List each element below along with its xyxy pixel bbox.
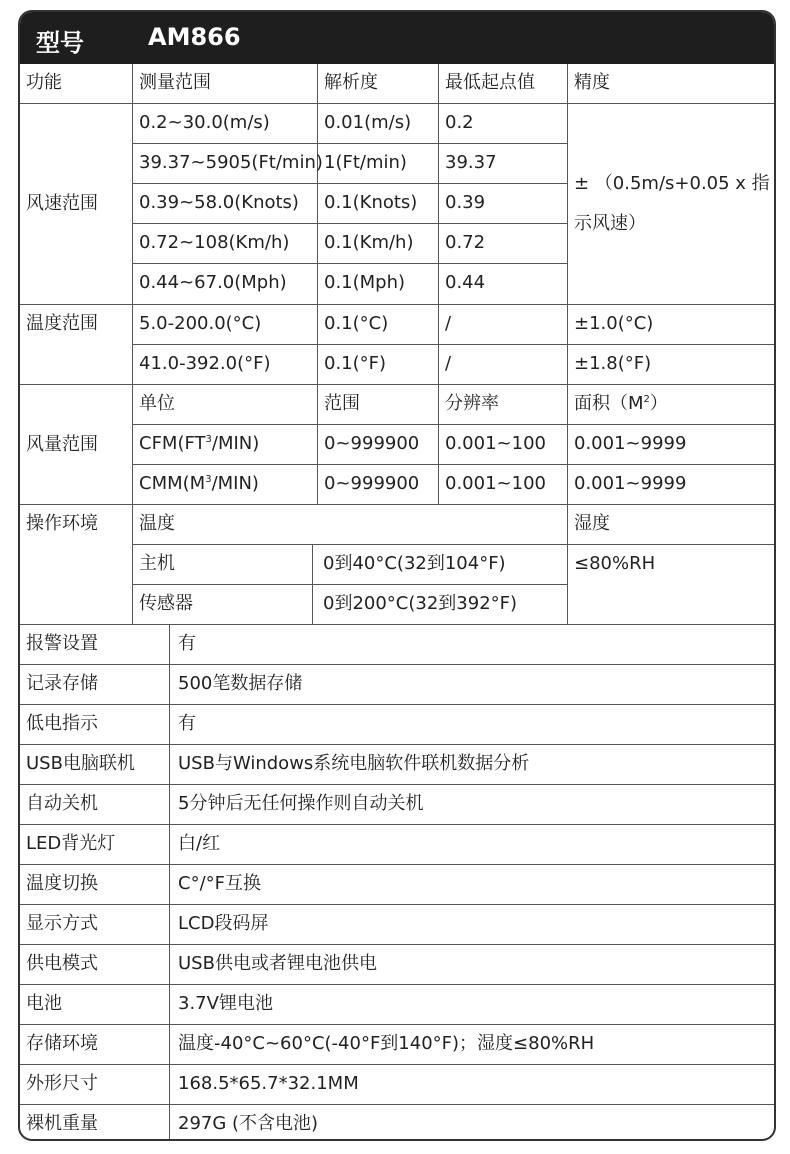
environment-label: 操作环境	[20, 505, 133, 625]
wind-range-cell: 0.39~58.0(Knots)	[133, 184, 318, 224]
temp-accuracy-cell: ±1.0(°C)	[568, 305, 776, 345]
spec-key: USB电脑联机	[20, 745, 170, 785]
col-min-start: 最低起点值	[439, 64, 568, 104]
wind-min-cell: 0.2	[439, 104, 568, 144]
spec-key: 显示方式	[20, 905, 170, 945]
cfm-res: 0.001~100	[439, 425, 568, 465]
temp-min-cell: /	[439, 345, 568, 385]
col-resolution: 解析度	[318, 64, 439, 104]
spec-key: 裸机重量	[20, 1105, 170, 1141]
wind-range-cell: 39.37~5905(Ft/min)	[133, 144, 318, 184]
spec-key: 电池	[20, 985, 170, 1025]
wind-min-cell: 0.44	[439, 264, 568, 305]
env-sensor-label: 传感器	[133, 585, 313, 625]
spec-key: 自动关机	[20, 785, 170, 825]
spec-key: 记录存储	[20, 665, 170, 705]
spec-value: USB供电或者锂电池供电	[170, 945, 776, 985]
air-area-head: 面积$(M^2)$	[568, 385, 776, 425]
temp-min-cell: /	[439, 305, 568, 345]
cmm-unit: $CMM(M^3/MIN)$	[133, 465, 318, 505]
spec-value: 5分钟后无任何操作则自动关机	[170, 785, 776, 825]
env-humidity-label: 湿度	[568, 505, 776, 545]
air-unit-head: 单位	[133, 385, 318, 425]
wind-range-cell: 0.2~30.0(m/s)	[133, 104, 318, 144]
spec-value: LCD段码屏	[170, 905, 776, 945]
spec-value: 有	[170, 625, 776, 665]
cmm-res: 0.001~100	[439, 465, 568, 505]
wind-range-cell: 0.72~108(Km/h)	[133, 224, 318, 264]
spec-value: 有	[170, 705, 776, 745]
spec-value: USB与Windows系统电脑软件联机数据分析	[170, 745, 776, 785]
cmm-area: 0.001~9999	[568, 465, 776, 505]
wind-accuracy: ± （0.5m/s+0.05 x 指示风速）	[568, 104, 776, 305]
model-label: 型号	[36, 29, 84, 57]
cfm-area: 0.001~9999	[568, 425, 776, 465]
wind-min-cell: 0.72	[439, 224, 568, 264]
wind-min-cell: 39.37	[439, 144, 568, 184]
cfm-range: 0~999900	[318, 425, 439, 465]
spec-value: C°/°F互换	[170, 865, 776, 905]
col-function: 功能	[20, 64, 133, 104]
air-range-head: 范围	[318, 385, 439, 425]
env-host-label: 主机	[133, 545, 313, 585]
spec-key: 存储环境	[20, 1025, 170, 1065]
spec-key: 外形尺寸	[20, 1065, 170, 1105]
spec-value: 168.5*65.7*32.1MM	[170, 1065, 776, 1105]
spec-key: LED背光灯	[20, 825, 170, 865]
wind-res-cell: 1(Ft/min)	[318, 144, 439, 184]
wind-res-cell: 0.1(Mph)	[318, 264, 439, 305]
wind-speed-label: 风速范围	[20, 104, 133, 305]
cmm-range: 0~999900	[318, 465, 439, 505]
model-header	[20, 12, 774, 64]
temp-res-cell: 0.1(°C)	[318, 305, 439, 345]
spec-sheet	[18, 10, 776, 1141]
cfm-unit: $CFM(FT^3/MIN)$	[133, 425, 318, 465]
temp-range-cell: 5.0-200.0(°C)	[133, 305, 318, 345]
wind-res-cell: 0.1(Km/h)	[318, 224, 439, 264]
spec-value: 297G (不含电池)	[178, 1113, 319, 1134]
temp-range-cell: 41.0-392.0(°F)	[133, 345, 318, 385]
wind-res-cell: 0.01(m/s)	[318, 104, 439, 144]
temp-accuracy-cell: ±1.8(°F)	[568, 345, 776, 385]
env-host-value: 0到40°C(32到104°F)	[313, 545, 568, 585]
wind-res-cell: 0.1(Knots)	[318, 184, 439, 224]
air-volume-label: 风量范围	[20, 385, 133, 505]
col-range: 测量范围	[133, 64, 318, 104]
spec-key: 供电模式	[20, 945, 170, 985]
spec-value: 3.7V锂电池	[170, 985, 776, 1025]
wind-range-cell: 0.44~67.0(Mph)	[133, 264, 318, 305]
spec-value: 温度-40°C~60°C(-40°F到140°F)；湿度≤80%RH	[170, 1025, 776, 1065]
wind-min-cell: 0.39	[439, 184, 568, 224]
col-accuracy: 精度	[568, 64, 776, 104]
spec-key: 低电指示	[20, 705, 170, 745]
env-temp-label: 温度	[133, 505, 568, 545]
temperature-label: 温度范围	[20, 305, 133, 385]
air-res-head: 分辨率	[439, 385, 568, 425]
env-sensor-value: 0到200°C(32到392°F)	[313, 585, 568, 625]
spec-key: 报警设置	[20, 625, 170, 665]
temp-res-cell: 0.1(°F)	[318, 345, 439, 385]
spec-value: 白/红	[170, 825, 776, 865]
spec-key: 温度切换	[20, 865, 170, 905]
env-humidity-value: ≤80%RH	[568, 545, 776, 625]
model-value: AM866	[148, 23, 241, 51]
spec-value: 500笔数据存储	[170, 665, 776, 705]
